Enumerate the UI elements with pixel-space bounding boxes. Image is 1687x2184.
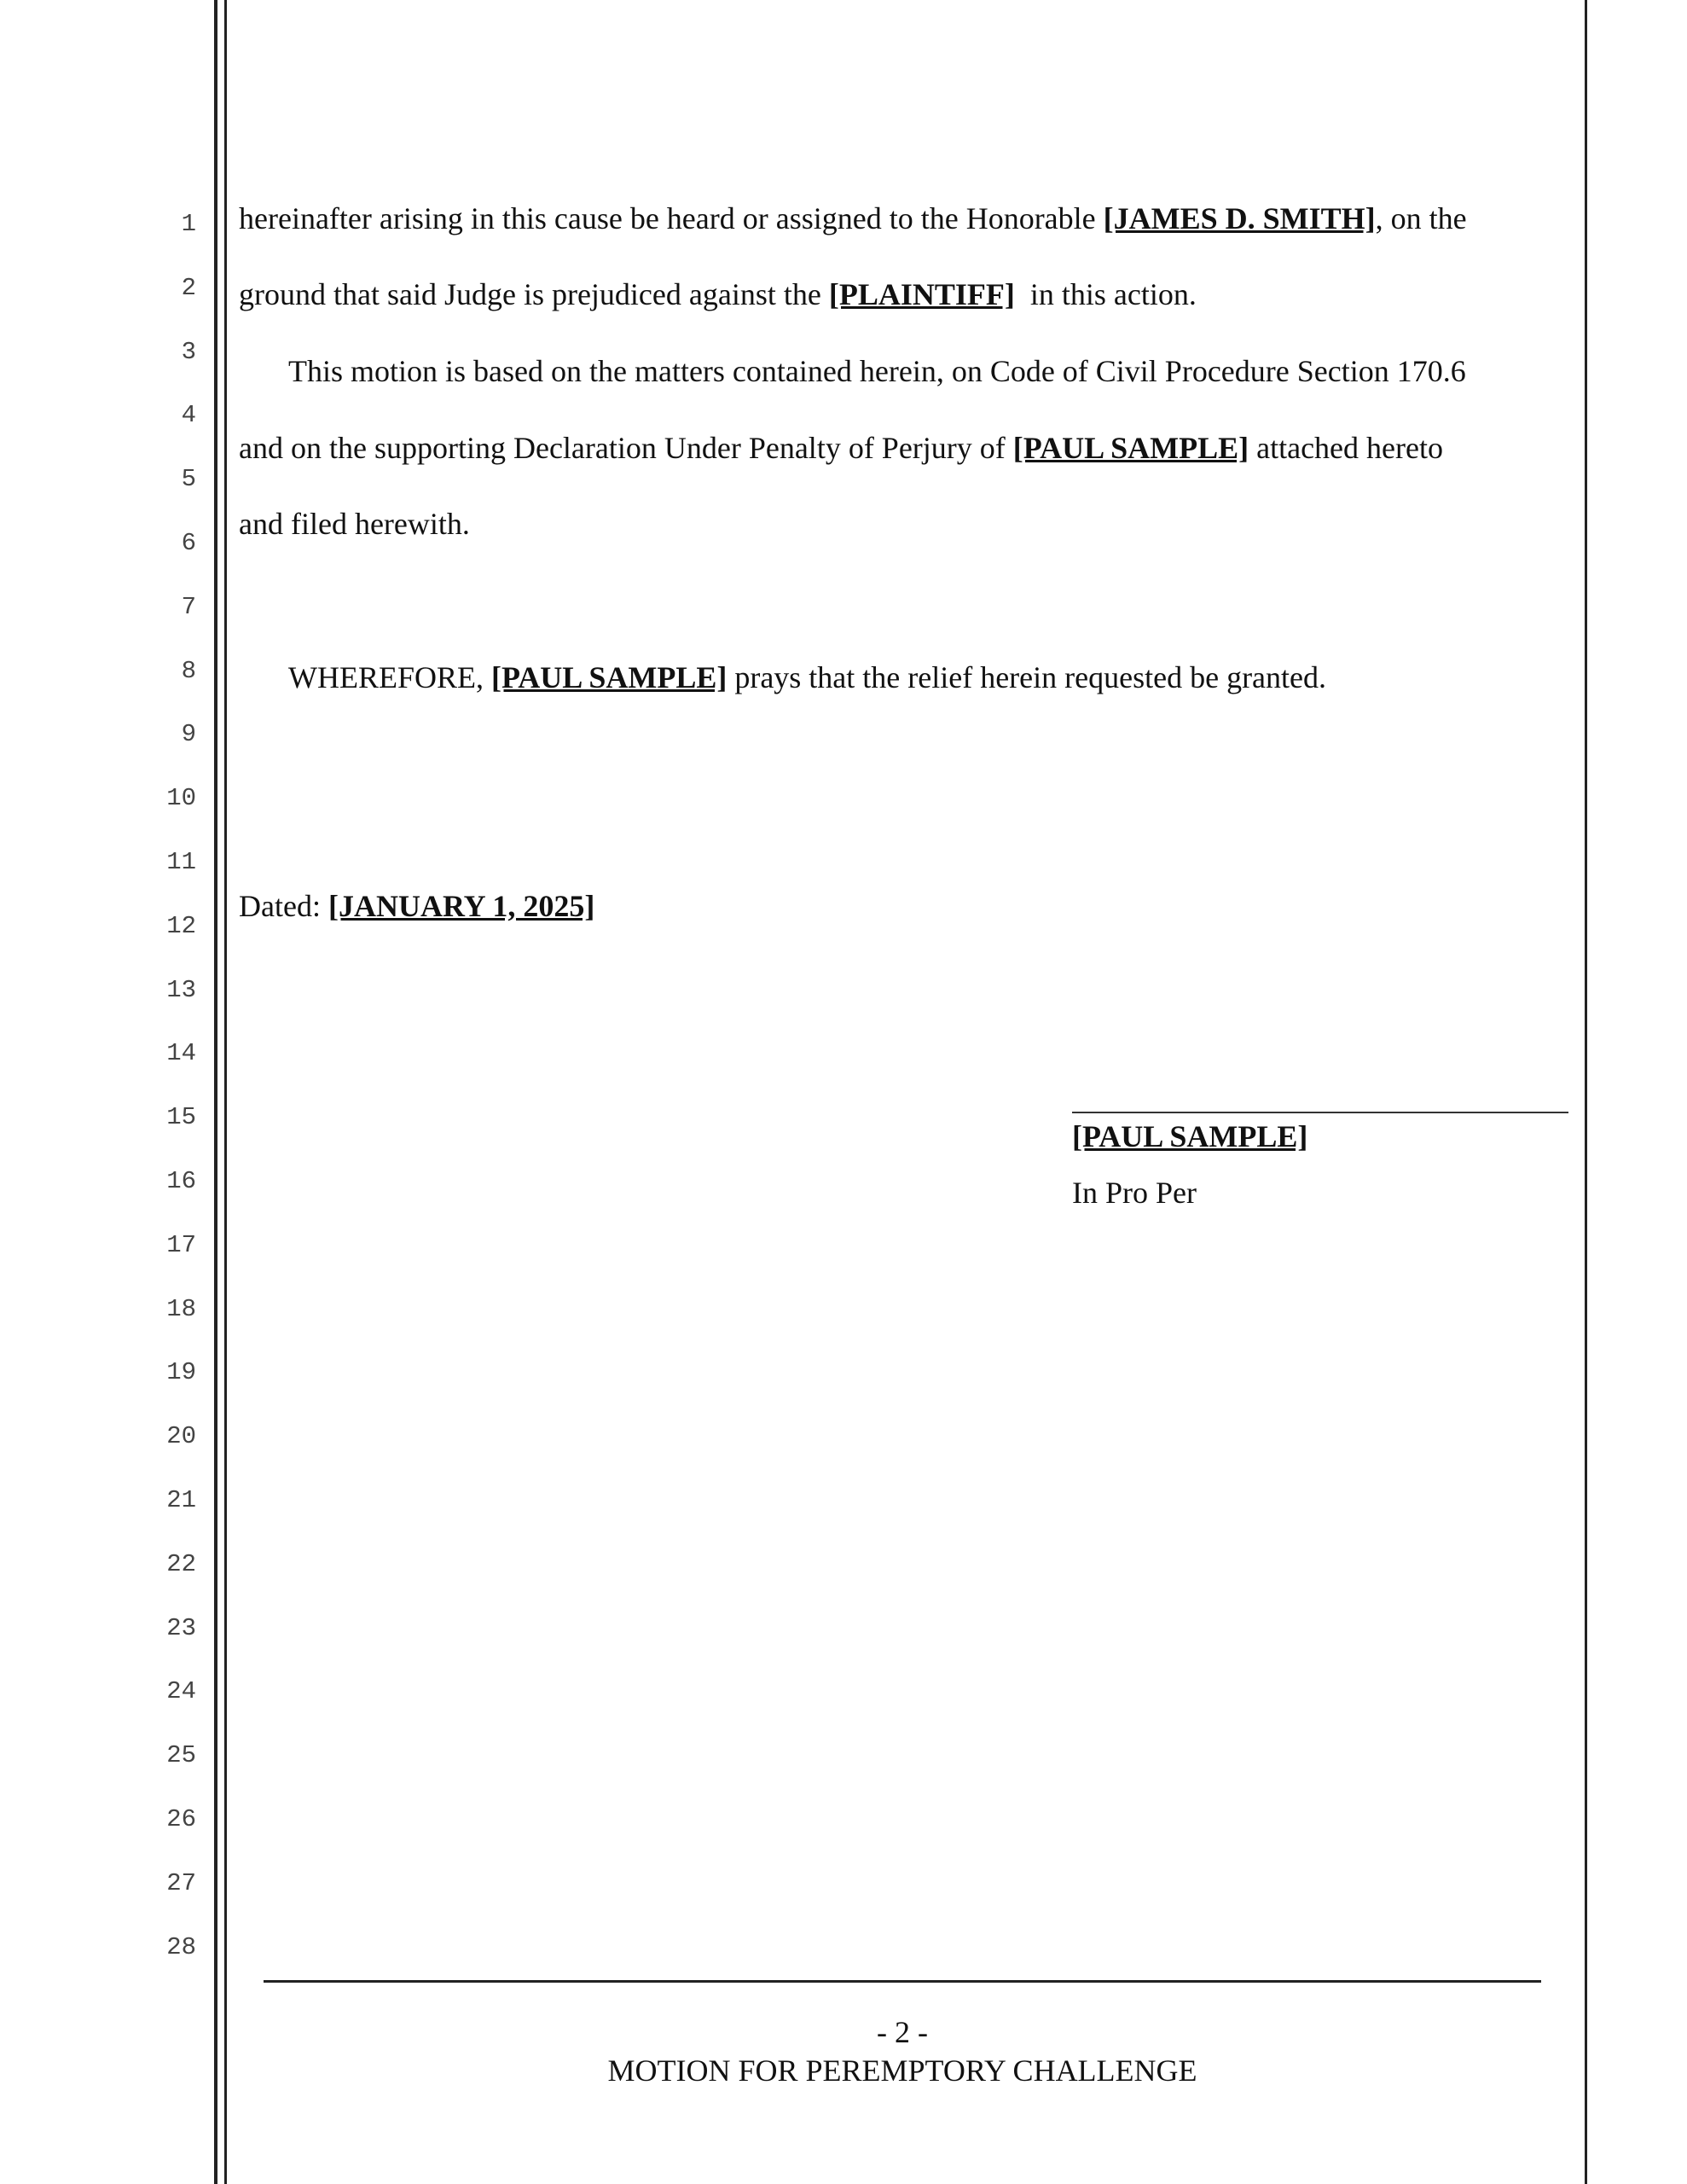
line-number: 26 [166,1805,196,1833]
signature-line [1072,1112,1568,1113]
line-number: 10 [166,784,196,813]
line-number: 13 [166,975,196,1004]
line-number: 15 [166,1103,196,1132]
body-line-2 [239,279,1197,310]
line-number: 14 [166,1039,196,1068]
body-line-4 [239,433,1443,463]
body-line-5: and filed herewith. [239,507,470,541]
wherefore-line [288,662,1326,693]
left-margin-rule-inner [224,0,227,2184]
line-number: 8 [181,656,196,685]
line-number: 27 [166,1868,196,1897]
dated-label: Dated: [239,889,328,923]
text-segment: prays that the relief herein requested be granted. [727,660,1327,694]
text-segment: , on the [1375,201,1467,235]
footer-rule [264,1980,1541,1983]
line-number: 18 [166,1294,196,1323]
right-margin-rule [1585,0,1587,2184]
line-number: 9 [181,720,196,749]
line-number: 2 [181,273,196,302]
line-number: 21 [166,1486,196,1514]
line-number: 6 [181,529,196,557]
declarant-name-placeholder: [PAUL SAMPLE] [1012,431,1249,465]
line-number: 22 [166,1549,196,1578]
line-number: 1 [181,210,196,238]
line-number: 28 [166,1932,196,1961]
dated-line [239,891,594,921]
line-number: 16 [166,1167,196,1195]
line-number: 25 [166,1741,196,1770]
line-number: 19 [166,1358,196,1387]
body-line-1 [239,203,1467,234]
line-number: 7 [181,592,196,621]
line-number: 24 [166,1677,196,1706]
page-number: - 2 - [877,2015,928,2049]
signer-name: [PAUL SAMPLE] [1072,1119,1308,1153]
line-number: 11 [166,848,196,876]
judge-name-placeholder: [JAMES D. SMITH] [1103,201,1376,235]
line-number: 4 [181,401,196,430]
text-segment: and on the supporting Declaration Under Penalty of Perjury of [239,431,1013,465]
text-segment: in this action. [1014,277,1197,311]
party-placeholder: [PLAINTIFF] [828,277,1015,311]
text-segment: hereinafter arising in this cause be heard or assigned to the Honorable [239,201,1104,235]
line-number: 12 [166,911,196,940]
text-segment: attached hereto [1249,431,1443,465]
signer-title: In Pro Per [1072,1176,1197,1210]
left-margin-rule-outer [214,0,217,2184]
movant-name-placeholder: [PAUL SAMPLE] [491,660,728,694]
date-placeholder: [JANUARY 1, 2025] [328,889,595,923]
line-number: 5 [181,465,196,494]
document-title: MOTION FOR PEREMPTORY CHALLENGE [607,2053,1197,2088]
text-segment: WHEREFORE, [288,660,491,694]
text-segment: ground that said Judge is prejudiced against the [239,277,829,311]
line-number: 23 [166,1613,196,1642]
body-line-3: This motion is based on the matters contained herein, on Code of Civil Procedure Section 170.6 [288,354,1466,388]
line-number: 3 [181,337,196,366]
line-number: 20 [166,1422,196,1451]
line-number: 17 [166,1230,196,1259]
